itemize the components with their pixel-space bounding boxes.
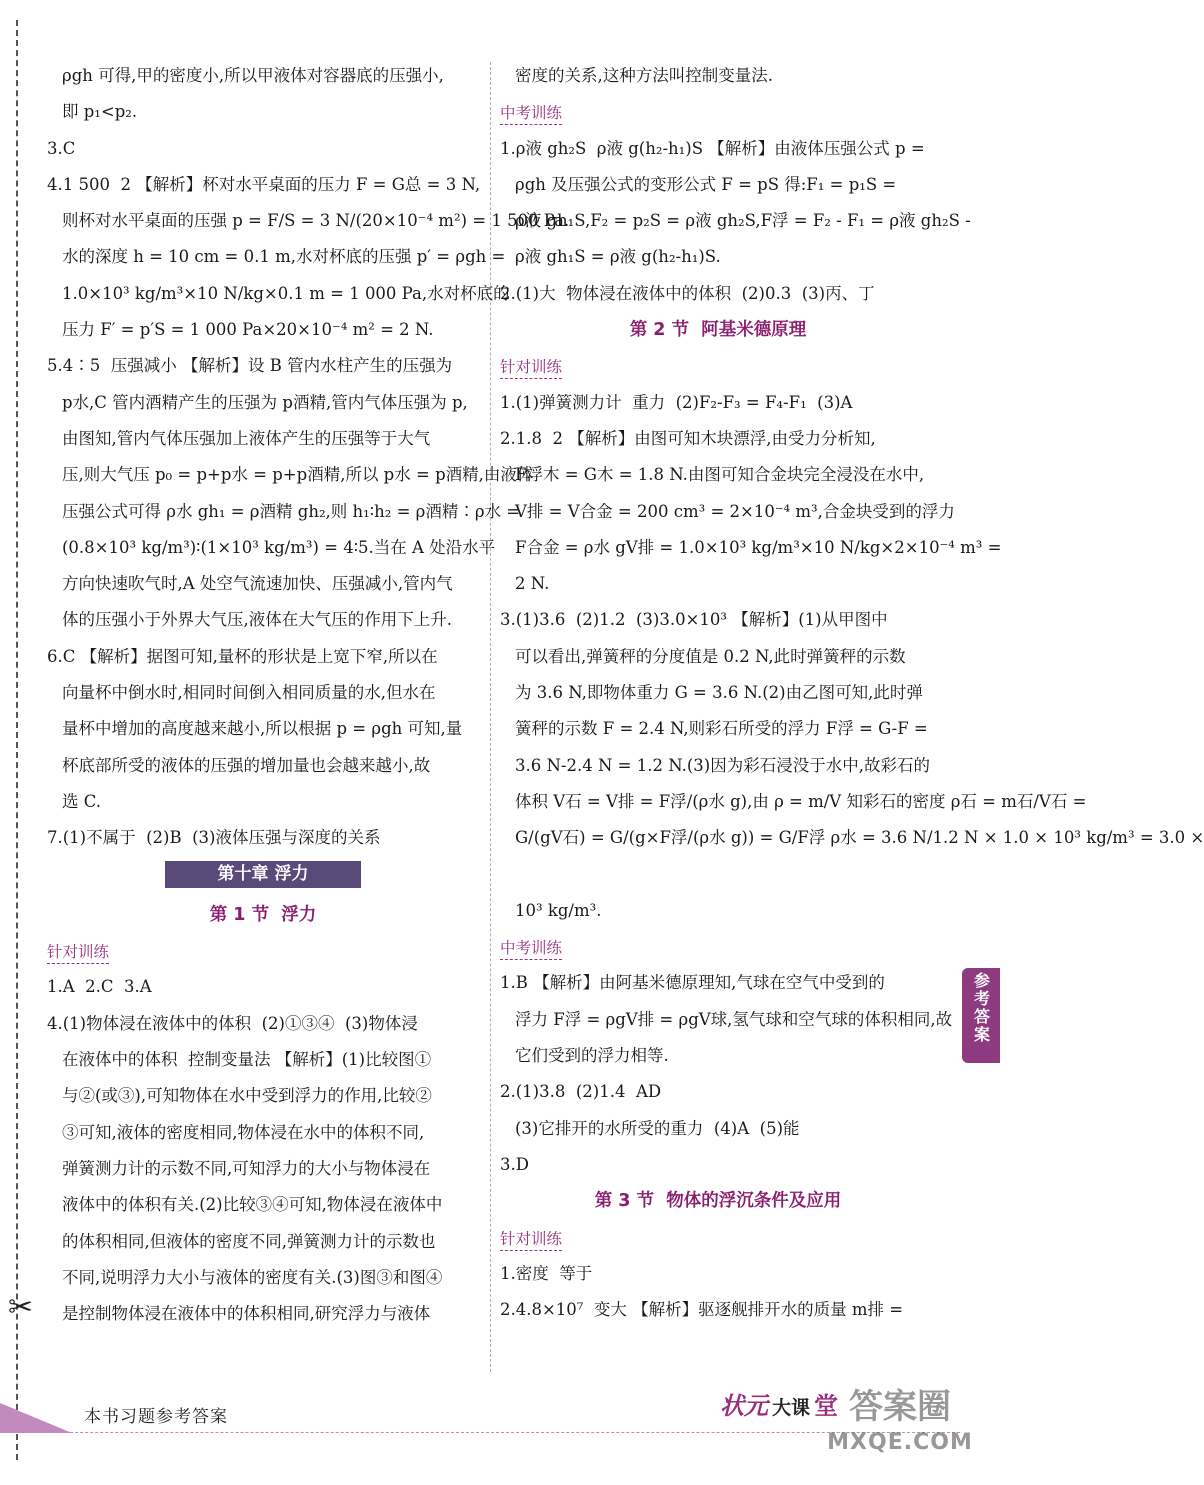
answer-continuation-line: 液体中的体积有关.(2)比较③④可知,物体浸在液体中 [62,1195,443,1215]
answer-item-line: 3.C [47,138,76,158]
answer-continuation-line: 压强公式可得 ρ水 gh₁ = ρ酒精 gh₂,则 h₁∶h₂ = ρ酒精∶ρ水 = [62,501,521,521]
answer-continuation-line: 不同,说明浮力大小与液体的密度有关.(3)图③和图④ [62,1267,443,1287]
watermark-url: MXQE.COM [827,1430,973,1455]
training-label: 针对训练 [500,356,562,379]
brand-part-1: 状元 [720,1392,768,1420]
answer-item-line: 2.(1)大 物体浸在液体中的体积 (2)0.3 (3)丙、丁 [500,283,875,303]
chapter-heading-row [47,861,479,897]
answer-continuation-line: 即 p₁<p₂. [62,102,138,122]
answer-continuation-line: 与②(或③),可知物体在水中受到浮力的作用,比较② [62,1086,432,1106]
answer-continuation-line: ρgh 可得,甲的密度小,所以甲液体对容器底的压强小, [62,66,444,85]
training-label-row [500,348,936,384]
watermark [815,1385,985,1470]
training-label: 针对训练 [47,941,109,964]
answer-item-line: 4.1 500 2 【解析】杯对水平桌面的压力 F = G总 = 3 N, [47,174,481,194]
answer-item-line: 1.B 【解析】由阿基米德原理知,气球在空气中受到的 [500,973,885,993]
answer-continuation-line: 杯底部所受的液体的压强的增加量也会越来越小,故 [62,755,431,775]
cut-line [16,20,18,1460]
answer-continuation-line: 浮力 F浮 = ρgV排 = ρgV球,氢气球和空气球的体积相同,故 [515,1009,953,1029]
answer-item-line: 5.4∶5 压强减小 【解析】设 B 管内水柱产生的压强为 [47,356,453,376]
answer-continuation-line: 1.0×10³ kg/m³×10 N/kg×0.1 m = 1 000 Pa,水对杯底的 [62,283,510,303]
answer-continuation-line: 它们受到的浮力相等. [515,1046,669,1066]
answer-continuation-line: (3)它排开的水所受的重力 (4)A (5)能 [515,1118,800,1138]
answer-continuation-line: (0.8×10³ kg/m³)∶(1×10³ kg/m³) = 4∶5.当在 A 处沿水平 [62,537,496,557]
footer-text: 本书习题参考答案 [84,1407,228,1427]
answer-continuation-line: 为 3.6 N,即物体重力 G = 3.6 N.(2)由乙图可知,此时弹 [515,683,923,703]
answer-continuation-line: 密度的关系,这种方法叫控制变量法. [515,66,773,85]
answer-continuation-line: 簧秤的示数 F = 2.4 N,则彩石所受的浮力 F浮 = G-F = [515,719,928,739]
answer-continuation-line: G/(gV石) = G/(g×F浮/(ρ水 g)) = G/F浮 ρ水 = 3.6 N/1.2 N × 1.0 × 10³ kg/m³ = 3.0 × [515,828,1204,848]
footer-corner [0,1403,72,1433]
side-tab [962,968,1000,1063]
training-label: 中考训练 [500,102,562,125]
brand-part-2: 大课 [772,1397,811,1419]
answer-item-line: 1.(1)弹簧测力计 重力 (2)F₂-F₃ = F₄-F₁ (3)A [500,392,853,412]
answer-continuation-line: 弹簧测力计的示数不同,可知浮力的大小与物体浸在 [62,1158,431,1178]
answer-continuation-line: 2 N. [515,574,550,594]
answer-continuation-line: 体积 V石 = V排 = F浮/(ρ水 g),由 ρ = m/V 知彩石的密度 ρ石 = m石/V石 = [515,791,1087,811]
answer-continuation-line: 量杯中增加的高度越来越小,所以根据 p = ρgh 可知,量 [62,719,463,739]
answer-item-line: 4.(1)物体浸在液体中的体积 (2)①③④ (3)物体浸 [47,1013,418,1033]
answer-continuation-line: 体的压强小于外界大气压,液体在大气压的作用下上升. [62,610,452,630]
spacer [500,857,936,893]
section-heading: 第 1 节 浮力 [209,904,317,925]
answer-continuation-line: ③可知,液体的密度相同,物体浸在水中的体积不同, [62,1122,425,1142]
answer-continuation-line: ρ液 gh₁S = ρ液 g(h₂-h₁)S. [515,247,721,267]
answer-continuation-line: 的体积相同,但液体的密度不同,弹簧测力计的示数也 [62,1231,436,1251]
answer-continuation-line: p水,C 管内酒精产生的压强为 p酒精,管内气体压强为 p, [62,392,468,412]
answer-item-line: 6.C 【解析】据图可知,量杯的形状是上宽下窄,所以在 [47,646,438,666]
answer-continuation-line: 向量杯中倒水时,相同时间倒入相同质量的水,但水在 [62,683,436,703]
answer-continuation-line: ρgh 及压强公式的变形公式 F = pS 得:F₁ = p₁S = [515,174,897,194]
answer-item-line: 2.4.8×10⁷ 变大 【解析】驱逐舰排开水的质量 m排 = [500,1300,904,1320]
answer-continuation-line: ρ液 gh₁S,F₂ = p₂S = ρ液 gh₂S,F浮 = F₂ - F₁ = ρ液 gh₂S - [515,211,971,231]
training-label: 中考训练 [500,937,562,960]
answer-continuation-line: 则杯对水平桌面的压强 p = F/S = 3 N/(20×10⁻⁴ m²) = 1 500 Pa. [62,211,570,231]
brand-part-3: 堂 [814,1392,839,1420]
training-label-row [500,94,936,130]
section-heading: 第 2 节 阿基米德原理 [629,320,807,341]
answer-item-line: 3.D [500,1154,529,1174]
scissors-icon: ✂ [8,1290,34,1325]
answer-item-line: 1.A 2.C 3.A [47,977,152,997]
training-label-row [500,1220,936,1256]
training-label-row [47,933,479,969]
answer-continuation-line: F浮木 = G木 = 1.8 N.由图可知合金块完全浸没在水中, [515,465,925,485]
answer-continuation-line: 在液体中的体积 控制变量法 【解析】(1)比较图① [62,1050,432,1070]
answer-continuation-line: V排 = V合金 = 200 cm³ = 2×10⁻⁴ m³,合金块受到的浮力 [515,501,955,521]
answer-continuation-line: 方向快速吹气时,A 处空气流速加快、压强减小,管内气 [62,574,453,594]
answer-continuation-line: 可以看出,弹簧秤的分度值是 0.2 N,此时弹簧秤的示数 [515,646,906,666]
answer-item-line: 2.1.8 2 【解析】由图可知木块漂浮,由受力分析知, [500,428,876,448]
answer-item-line: 1.ρ液 gh₂S ρ液 g(h₂-h₁)S 【解析】由液体压强公式 p = [500,138,925,158]
answer-item-line: 1.密度 等于 [500,1263,593,1283]
answer-continuation-line: 水的深度 h = 10 cm = 0.1 m,水对杯底的压强 p′ = ρgh = [62,247,506,267]
answer-continuation-line: F合金 = ρ水 gV排 = 1.0×10³ kg/m³×10 N/kg×2×10⁻⁴ m³ = [515,537,1002,557]
training-label-row [500,929,936,965]
training-label: 针对训练 [500,1228,562,1251]
answer-continuation-line: 压,则大气压 p₀ = p+p水 = p+p酒精,所以 p水 = p酒精,由液体 [62,465,534,485]
answer-continuation-line: 是控制物体浸在液体中的体积相同,研究浮力与液体 [62,1304,431,1324]
side-tab-label: 参考答案 [971,972,991,1044]
answer-continuation-line: 由图知,管内气体压强加上液体产生的压强等于大气 [62,428,431,448]
answer-continuation-line: 选 C. [62,791,102,811]
answer-item-line: 3.(1)3.6 (2)1.2 (3)3.0×10³ 【解析】(1)从甲图中 [500,610,888,630]
chapter-heading: 第十章 浮力 [165,861,361,888]
answer-continuation-line: 3.6 N-2.4 N = 1.2 N.(3)因为彩石浸没于水中,故彩石的 [515,755,930,775]
section-heading: 第 3 节 物体的浮沉条件及应用 [594,1191,842,1212]
watermark-title: 答案圈 [849,1387,951,1427]
answer-continuation-line: 10³ kg/m³. [515,900,602,920]
answer-item-line: 2.(1)3.8 (2)1.4 AD [500,1082,662,1102]
answer-item-line: 7.(1)不属于 (2)B (3)液体压强与深度的关系 [47,828,381,848]
answer-continuation-line: 压力 F′ = p′S = 1 000 Pa×20×10⁻⁴ m² = 2 N. [62,320,434,340]
